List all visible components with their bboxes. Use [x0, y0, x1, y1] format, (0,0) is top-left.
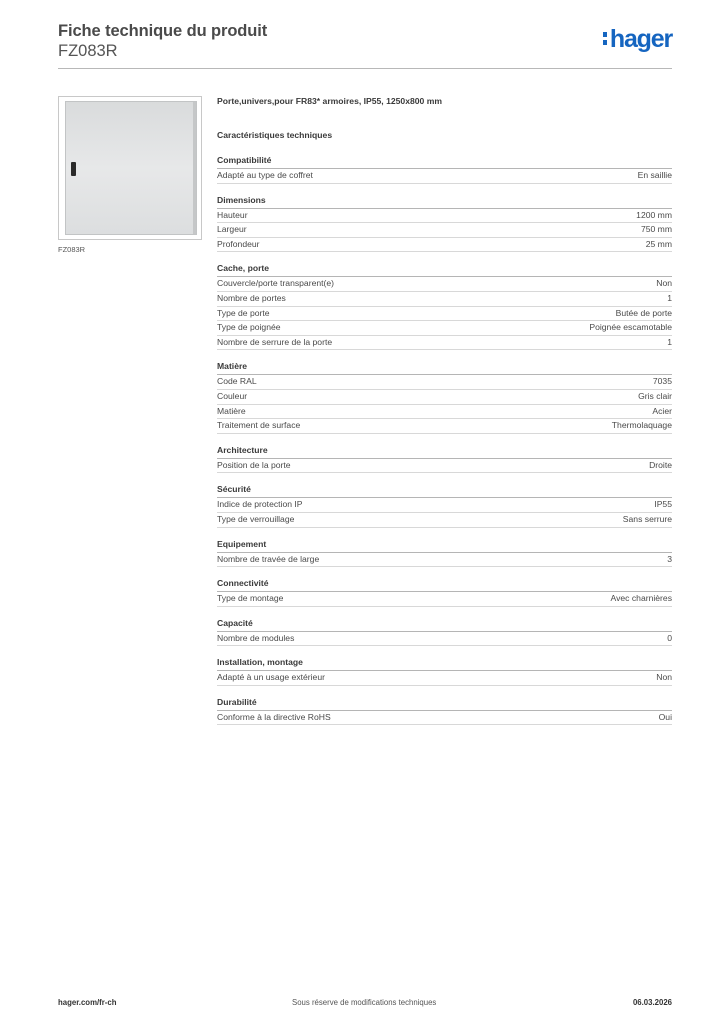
spec-row — [217, 553, 672, 568]
spec-value: Butée de porte — [615, 307, 672, 318]
footer-date: 06.03.2026 — [632, 998, 672, 1007]
spec-row — [217, 419, 672, 434]
spec-row — [217, 169, 672, 184]
page-header — [58, 22, 672, 69]
spec-label: Adapté au type de coffret — [217, 170, 313, 180]
spec-label: Matière — [217, 405, 246, 416]
spec-label: Couleur — [217, 390, 248, 401]
spec-value: En saillie — [637, 170, 672, 180]
spec-label: Nombre de portes — [217, 292, 286, 303]
spec-label: Nombre de serrure de la porte — [217, 336, 333, 347]
section-title: Connectivité — [217, 578, 672, 592]
spec-row — [217, 405, 672, 420]
spec-value: 750 mm — [640, 224, 672, 235]
spec-label: Type de poignée — [217, 322, 281, 333]
spec-row — [217, 238, 672, 253]
spec-sections — [217, 155, 672, 725]
section-title: Equipement — [217, 539, 672, 553]
spec-row — [217, 632, 672, 647]
spec-label: Conforme à la directive RoHS — [217, 711, 331, 722]
spec-section — [217, 195, 672, 253]
spec-value: Sans serrure — [622, 513, 672, 524]
spec-section — [217, 361, 672, 433]
spec-row — [217, 336, 672, 351]
spec-label: Type de verrouillage — [217, 513, 295, 524]
spec-label: Adapté à un usage extérieur — [217, 672, 325, 683]
spec-section — [217, 263, 672, 350]
spec-section — [217, 578, 672, 607]
page-title: Fiche technique du produit — [58, 22, 268, 40]
spec-value: 1 — [667, 292, 672, 303]
spec-value: 7035 — [652, 376, 672, 387]
spec-label: Code RAL — [217, 376, 257, 387]
spec-row — [217, 671, 672, 686]
logo-colon-icon — [603, 27, 608, 47]
spec-section — [217, 618, 672, 647]
spec-row — [217, 307, 672, 322]
spec-value: 1 — [667, 336, 672, 347]
spec-value: 25 mm — [645, 238, 672, 249]
spec-row — [217, 498, 672, 513]
spec-label: Indice de protection IP — [217, 499, 303, 510]
spec-row — [217, 321, 672, 336]
section-title: Matière — [217, 361, 672, 375]
spec-content — [217, 96, 672, 725]
spec-value: Oui — [658, 711, 672, 722]
spec-row — [217, 277, 672, 292]
section-title: Compatibilité — [217, 155, 672, 169]
spec-label: Traitement de surface — [217, 420, 301, 431]
spec-label: Largeur — [217, 224, 247, 235]
spec-label: Position de la porte — [217, 459, 291, 470]
spec-value: Droite — [649, 459, 672, 470]
spec-row — [217, 592, 672, 607]
hager-logo — [603, 27, 672, 52]
spec-value: 3 — [667, 553, 672, 564]
spec-section — [217, 657, 672, 686]
spec-row — [217, 390, 672, 405]
spec-label: Type de montage — [217, 593, 284, 604]
spec-section — [217, 484, 672, 527]
spec-label: Hauteur — [217, 209, 248, 220]
spec-value: Acier — [652, 405, 672, 416]
spec-row — [217, 209, 672, 224]
door-panel-shape — [65, 101, 197, 235]
spec-section — [217, 445, 672, 474]
logo-text: hager — [609, 25, 672, 53]
spec-section — [217, 697, 672, 726]
footer-disclaimer: Sous réserve de modifications techniques — [292, 998, 437, 1007]
spec-value: Avec charnières — [610, 593, 672, 604]
spec-section — [217, 155, 672, 184]
section-title: Capacité — [217, 618, 672, 632]
spec-value: Poignée escamotable — [589, 322, 672, 333]
spec-value: 1200 mm — [636, 209, 672, 220]
product-name: Porte,univers,pour FR83* armoires, IP55, 1250x800 mm — [217, 96, 442, 106]
spec-value: Non — [656, 278, 672, 289]
spec-row — [217, 223, 672, 238]
section-title: Durabilité — [217, 697, 672, 711]
spec-value: IP55 — [654, 499, 672, 510]
spec-label: Couvercle/porte transparent(e) — [217, 278, 335, 289]
section-title: Sécurité — [217, 484, 672, 498]
spec-value: Thermolaquage — [611, 420, 672, 431]
section-title: Cache, porte — [217, 263, 672, 277]
image-caption: FZ083R — [58, 245, 86, 254]
spec-label: Nombre de modules — [217, 632, 295, 643]
spec-row — [217, 375, 672, 390]
section-title: Installation, montage — [217, 657, 672, 671]
spec-label: Nombre de travée de large — [217, 553, 320, 564]
spec-label: Type de porte — [217, 307, 270, 318]
spec-section — [217, 539, 672, 568]
section-title: Dimensions — [217, 195, 672, 209]
door-panel-image — [58, 96, 202, 240]
product-reference: FZ083R — [58, 42, 118, 60]
spec-value: Gris clair — [638, 390, 672, 401]
spec-row — [217, 292, 672, 307]
spec-row — [217, 513, 672, 528]
specs-heading: Caractéristiques techniques — [217, 130, 333, 140]
section-title: Architecture — [217, 445, 672, 459]
spec-value: Non — [656, 672, 672, 683]
spec-label: Profondeur — [217, 238, 260, 249]
spec-value: 0 — [667, 632, 672, 643]
spec-row — [217, 459, 672, 474]
footer-website-link[interactable]: hager.com/fr-ch — [58, 998, 117, 1007]
spec-row — [217, 711, 672, 726]
door-handle-icon — [71, 162, 76, 176]
